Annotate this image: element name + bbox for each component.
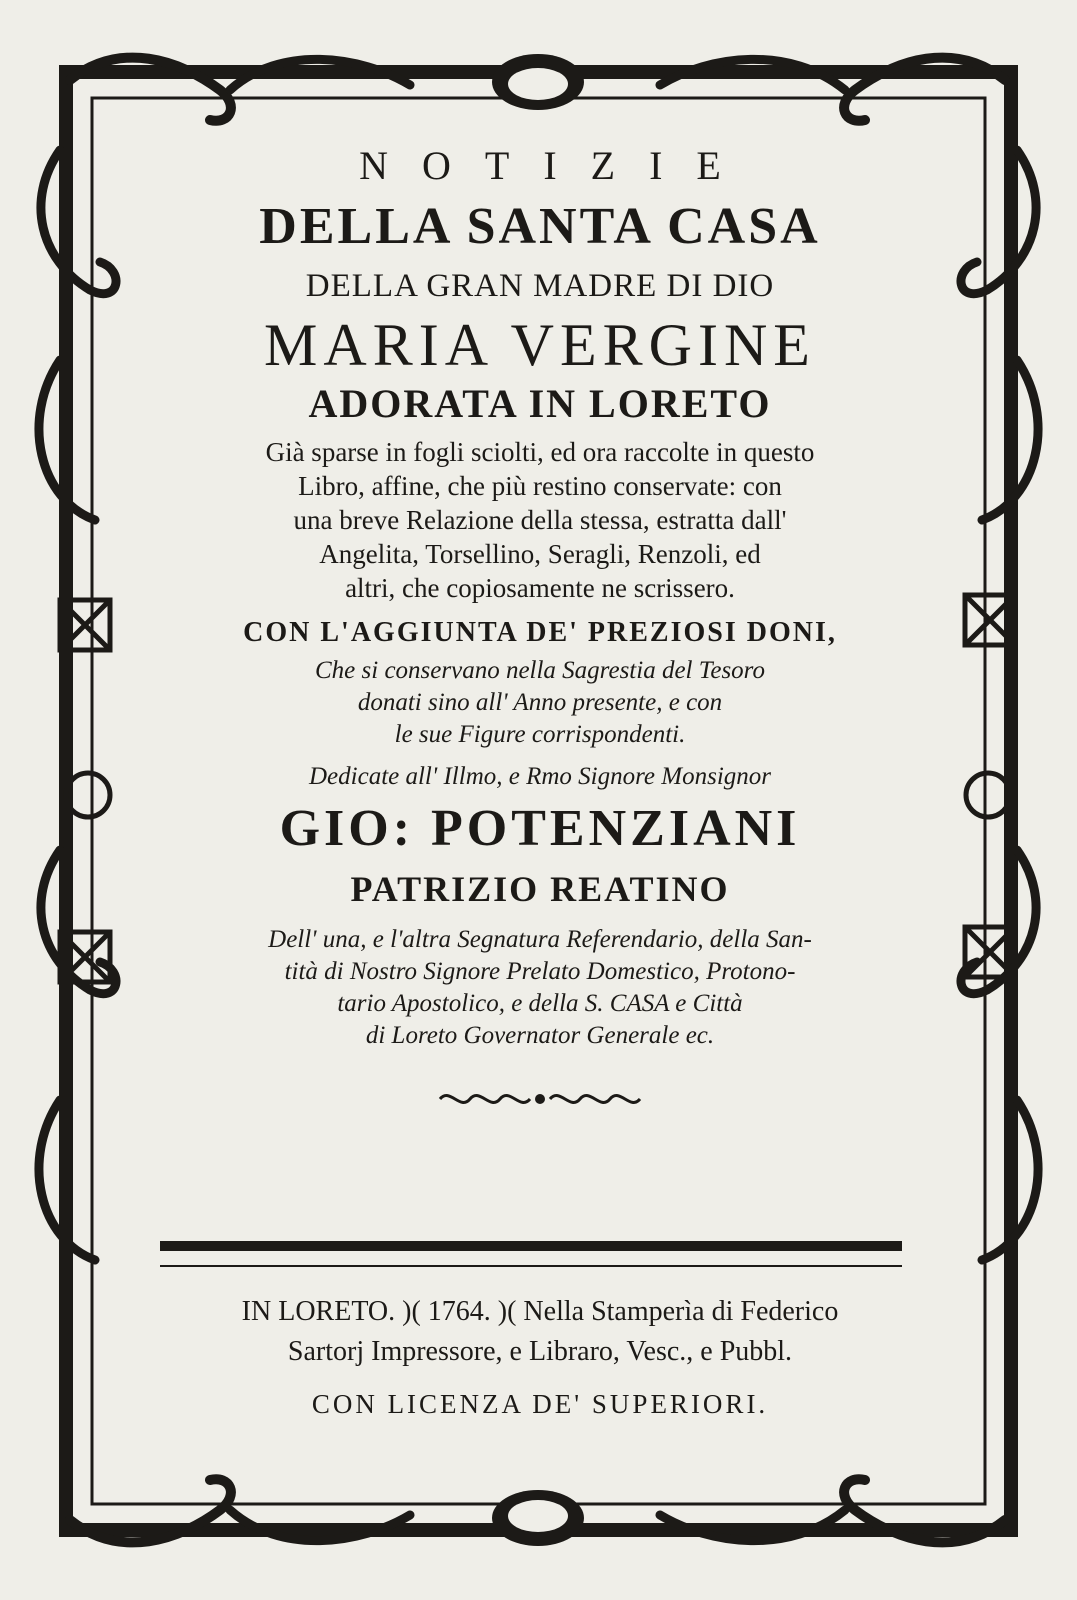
imprint-block — [140, 1292, 940, 1424]
thin-rule — [160, 1265, 902, 1267]
licenza-line: CON LICENZA DE' SUPERIORI. — [311, 1389, 769, 1419]
dedication-line: Dedicate all' Illmo, e Rmo Signore Monsignor — [309, 763, 771, 790]
thick-rule — [160, 1241, 902, 1251]
aggiunta-heading: CON L'AGGIUNTA DE' PREZIOSI DONI, — [243, 617, 837, 648]
description-line: una breve Relazione della stessa, estratta dall' — [293, 505, 787, 535]
offices-line: tità di Nostro Signore Prelato Domestico, Protono- — [284, 958, 796, 985]
title-della-santa-casa: DELLA SANTA CASA — [259, 198, 821, 255]
description-line: altri, che copiosamente ne scrissero. — [345, 573, 735, 603]
imprint-line: IN LORETO. )( 1764. )( Nella Stamperìa di Federico — [241, 1296, 839, 1327]
fleuron-ornament — [435, 1084, 645, 1114]
conservano-line: le sue Figure corrispondenti. — [394, 721, 686, 748]
title-notizie: NOTIZIE — [359, 143, 755, 188]
dedicatee-offices — [140, 924, 940, 1052]
conservano-paragraph — [140, 655, 940, 751]
offices-line: di Loreto Governator Generale ec. — [365, 1022, 715, 1049]
dedicatee-name: GIO: POTENZIANI — [279, 800, 801, 857]
description-line: Già sparse in fogli sciolti, ed ora raccolte in questo — [265, 437, 815, 467]
offices-line: tario Apostolico, e della S. CASA e Città — [337, 990, 743, 1017]
conservano-line: donati sino all' Anno presente, e con — [357, 689, 723, 716]
title-della-gran-madre: DELLA GRAN MADRE DI DIO — [305, 268, 775, 304]
description-paragraph — [140, 435, 940, 605]
imprint-line: Sartorj Impressore, e Libraro, Vesc., e Pubbl. — [287, 1336, 793, 1367]
description-line: Angelita, Torsellino, Seragli, Renzoli, ed — [319, 539, 761, 569]
description-line: Libro, affine, che più restino conservate: con — [298, 471, 782, 501]
title-adorata-in-loreto: ADORATA IN LORETO — [308, 381, 772, 426]
title-block — [140, 140, 940, 1114]
title-maria-vergine: MARIA VERGINE — [264, 312, 816, 378]
dedicatee-title: PATRIZIO REATINO — [350, 869, 730, 909]
conservano-line: Che si conservano nella Sagrestia del Tesoro — [315, 657, 765, 684]
offices-line: Dell' una, e l'altra Segnatura Referendario, della San- — [268, 926, 812, 953]
